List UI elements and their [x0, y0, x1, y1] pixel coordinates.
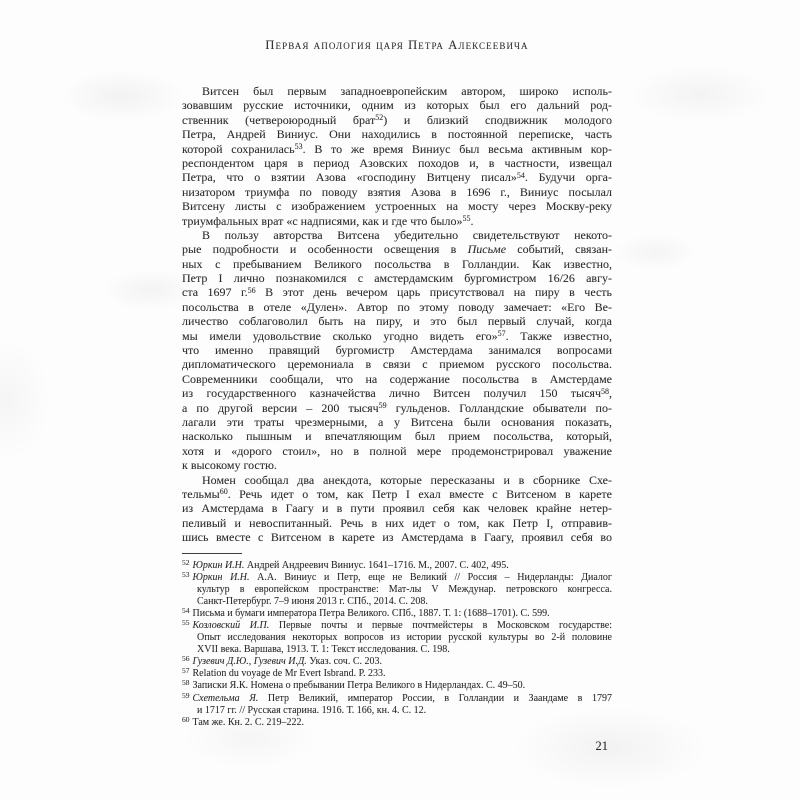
text-line [182, 257, 612, 271]
footnote-marker: 59 [182, 692, 190, 700]
text-line [182, 343, 612, 357]
text-run: . Также известно, [505, 328, 612, 343]
text-line [182, 329, 612, 343]
footnotes [182, 560, 612, 729]
footnote-line [182, 572, 612, 584]
text-run: Петр I лично познакомился с амстердамским бургомистром 16/26 авгу- [182, 271, 612, 286]
text-line [182, 214, 612, 228]
text-run: Там же. Кн. 2. С. 219–222. [192, 716, 305, 728]
text-run: . В то же время Виниус был весьма активным кор- [302, 141, 612, 156]
text-line [182, 242, 612, 256]
footnote-line [182, 717, 612, 729]
text-run: которой сохранилась [182, 141, 295, 156]
text-run: лагали эти траты чрезмерными, а у Витсена были основания показать, [182, 414, 612, 429]
text-run: респондентом царя в период Азовских походов и, в частности, извещал [182, 155, 612, 170]
footnote-marker: 57 [182, 668, 190, 676]
text-run: Номен сообщал два анекдота, которые пересказаны и в сборнике Схе- [202, 472, 612, 487]
footnote-marker: 58 [182, 680, 190, 688]
text-line [182, 314, 612, 328]
footnote-marker: 53 [294, 142, 303, 152]
footnote-line [182, 668, 612, 680]
footnote-marker: 54 [516, 170, 525, 180]
footnote-rule [182, 553, 242, 554]
text-run: гульденов. Голландские обыватели по- [386, 400, 612, 415]
text-line [182, 444, 612, 458]
footnote-marker: 53 [182, 571, 190, 579]
text-run: событий, связан- [506, 242, 612, 257]
text-run: . Речь идет о том, как Петр I ехал вместе с Витсеном в карете [227, 486, 612, 501]
text-run: насколько пышным и впечатляющим был прием посольства, который, [182, 429, 612, 444]
text-column [182, 0, 612, 754]
text-line [182, 372, 612, 386]
text-line [182, 199, 612, 213]
text-run: . Будучи орга- [524, 170, 612, 185]
text-run: рые подробности и особенности освещения в [182, 242, 468, 257]
footnote-marker: 60 [219, 487, 228, 497]
text-run: шись вместе с Витсеном в карете из Амстердама в Гаагу, проявил себя во [182, 530, 612, 545]
text-run: триумфальных врат «с надписями, как и где что было» [182, 213, 463, 228]
text-line [182, 415, 612, 429]
page-number: 21 [595, 738, 608, 753]
text-run: ных с пребыванием Великого посольства в Голландии. Как известно, [182, 256, 612, 271]
text-line [182, 142, 612, 156]
text-run: Опыт исследования некоторых вопросов из истории русской культуры во 2-й половине [197, 632, 612, 644]
text-line [182, 487, 612, 501]
text-run: ) и близкий сподвижник молодого [383, 112, 612, 127]
footnote-line [182, 705, 612, 717]
text-line [182, 357, 612, 371]
footnote-line [182, 693, 612, 705]
text-run: пеливый и невоспитанный. Речь в них идет о том, как Петр I, отправив- [182, 515, 612, 530]
italic-text: Гузевич Д.Ю., Гузевич И.Д. [192, 656, 307, 668]
text-run: Петра, что о взятии Азова «господину Витцену писал» [182, 170, 517, 185]
italic-text: Письме [467, 242, 507, 257]
text-line [182, 228, 612, 242]
footnote-marker: 55 [182, 619, 190, 627]
text-run: посольства в отеле «Дулен». Автор по этому поводу замечает: «Его Ве- [182, 299, 612, 314]
text-line [182, 401, 612, 415]
italic-text: Юркин И.Н. [192, 559, 245, 571]
text-run: . [470, 213, 474, 228]
text-line [182, 170, 612, 184]
footnote-marker: 52 [182, 559, 190, 567]
footnote-line [182, 596, 612, 608]
footnote-marker: 56 [182, 656, 190, 664]
italic-text: Юркин И.Н. [192, 571, 250, 583]
footnote-marker: 60 [182, 716, 190, 724]
text-run: культур в европейском пространстве: Мат-лы V Междунар. петровского конгресса. [197, 583, 612, 595]
text-run: ста 1697 г. [182, 285, 248, 300]
text-run: Петр Великий, император России, в Голландии и Заандаме в 1797 [258, 692, 612, 704]
text-run: Relation du voyage de Mr Evert Isbrand. P. 233. [192, 668, 386, 680]
footnote-line [182, 632, 612, 644]
text-line [182, 98, 612, 112]
footnote-marker: 59 [378, 401, 387, 411]
text-run: Письма и бумаги императора Петра Великого. СПб., 1887. Т. 1: (1688–1701). С. 599. [192, 607, 550, 619]
text-run: мы имели удовольствие сколько угодно видеть его» [182, 328, 498, 343]
text-line [182, 501, 612, 515]
footnote-marker: 56 [247, 285, 256, 295]
text-line [182, 386, 612, 400]
italic-text: Схетельма Я. [192, 692, 259, 704]
text-line [182, 516, 612, 530]
text-line [182, 84, 612, 98]
text-run: Записки Я.К. Номена о пребывании Петра Великого в Нидерландах. С. 49–50. [192, 680, 526, 692]
text-line [182, 127, 612, 141]
text-line [182, 271, 612, 285]
text-run: к высокому гостю. [182, 458, 277, 473]
footnote-line [182, 608, 612, 620]
footnote-line [182, 620, 612, 632]
text-run: Санкт-Петербург. 7–9 июня 2013 г. СПб., 2014. С. 208. [197, 595, 428, 607]
text-run: что именно правящий бургомистр Амстердама занимался вопросами [182, 343, 612, 358]
text-run: XVII века. Варшава, 1913. Т. 1: Текст исследования. С. 198. [197, 644, 450, 656]
text-run: хотя и «дорого стоил», но в полной мере продемонстрировал уважение [182, 443, 612, 458]
text-run: Андрей Андреевич Виниус. 1641–1716. М., 2007. С. 402, 495. [244, 559, 509, 571]
text-run: ственник (четвероюродный брат [182, 112, 376, 127]
text-run: Витсен был первым западноевропейским автором, широко исполь- [202, 84, 612, 98]
text-run: и 1717 гг. // Русская старина. 1916. Т. 166, кн. 4. С. 12. [197, 704, 427, 716]
footnote-marker: 57 [497, 329, 506, 339]
text-line [182, 530, 612, 544]
text-run: Указ. соч. С. 203. [306, 656, 382, 668]
footnote-line [182, 560, 612, 572]
text-run: А.А. Виниус и Петр, еще не Великий // Россия – Нидерланды: Диалог [249, 571, 612, 583]
text-run: а по другой версии – 200 тысяч [182, 400, 379, 415]
footnote-marker: 55 [462, 214, 471, 224]
footnote-line [182, 680, 612, 692]
footnote-marker: 52 [375, 113, 384, 123]
text-line [182, 429, 612, 443]
text-line [182, 185, 612, 199]
body-text [182, 84, 612, 545]
text-line [182, 458, 612, 472]
footnote-line [182, 656, 612, 668]
text-run: Первые почты и первые почтмейстеры в Московском государстве: [269, 619, 612, 631]
running-head: Первая апология царя Петра Алексеевича [265, 38, 529, 52]
footnote-marker: 58 [601, 386, 609, 396]
text-run: В этот день вечером царь присутствовал на пиру в честь [255, 285, 612, 300]
text-run: из государственного казначейства лично Витсен получил 150 тысяч [182, 386, 601, 401]
text-run: зовавшим русские источники, одним из которых был его дальний род- [182, 98, 612, 113]
text-line [182, 285, 612, 299]
footnote-marker: 54 [182, 607, 190, 615]
text-run: Современники сообщали, что на содержание посольства в Амстердаме [182, 371, 612, 386]
footnote-line [182, 584, 612, 596]
text-run: Витсену листы с изображением устроенных на мосту через Москву-реку [182, 199, 612, 214]
text-run: В пользу авторства Витсена убедительно свидетельствуют некото- [202, 227, 612, 242]
text-run: тельмы [182, 486, 220, 501]
italic-text: Козловский И.П. [192, 619, 270, 631]
text-run: личество соблаговолил быть на пиру, и это был первый случай, когда [182, 314, 612, 329]
text-line [182, 113, 612, 127]
text-run: низатором триумфа по поводу взятия Азова в 1696 г., Виниус посылал [182, 184, 612, 199]
text-run: , [609, 386, 612, 401]
text-run: дипломатического церемониала в связи с приемом русского посольства. [182, 357, 612, 372]
text-line [182, 300, 612, 314]
text-line [182, 156, 612, 170]
text-run: из Амстердама в Гаагу и в пути проявил себя как человек крайне нетер- [182, 501, 612, 516]
text-line [182, 473, 612, 487]
text-run: Петра, Андрей Виниус. Они находились в постоянной переписке, часть [182, 127, 612, 142]
footnote-line [182, 644, 612, 656]
